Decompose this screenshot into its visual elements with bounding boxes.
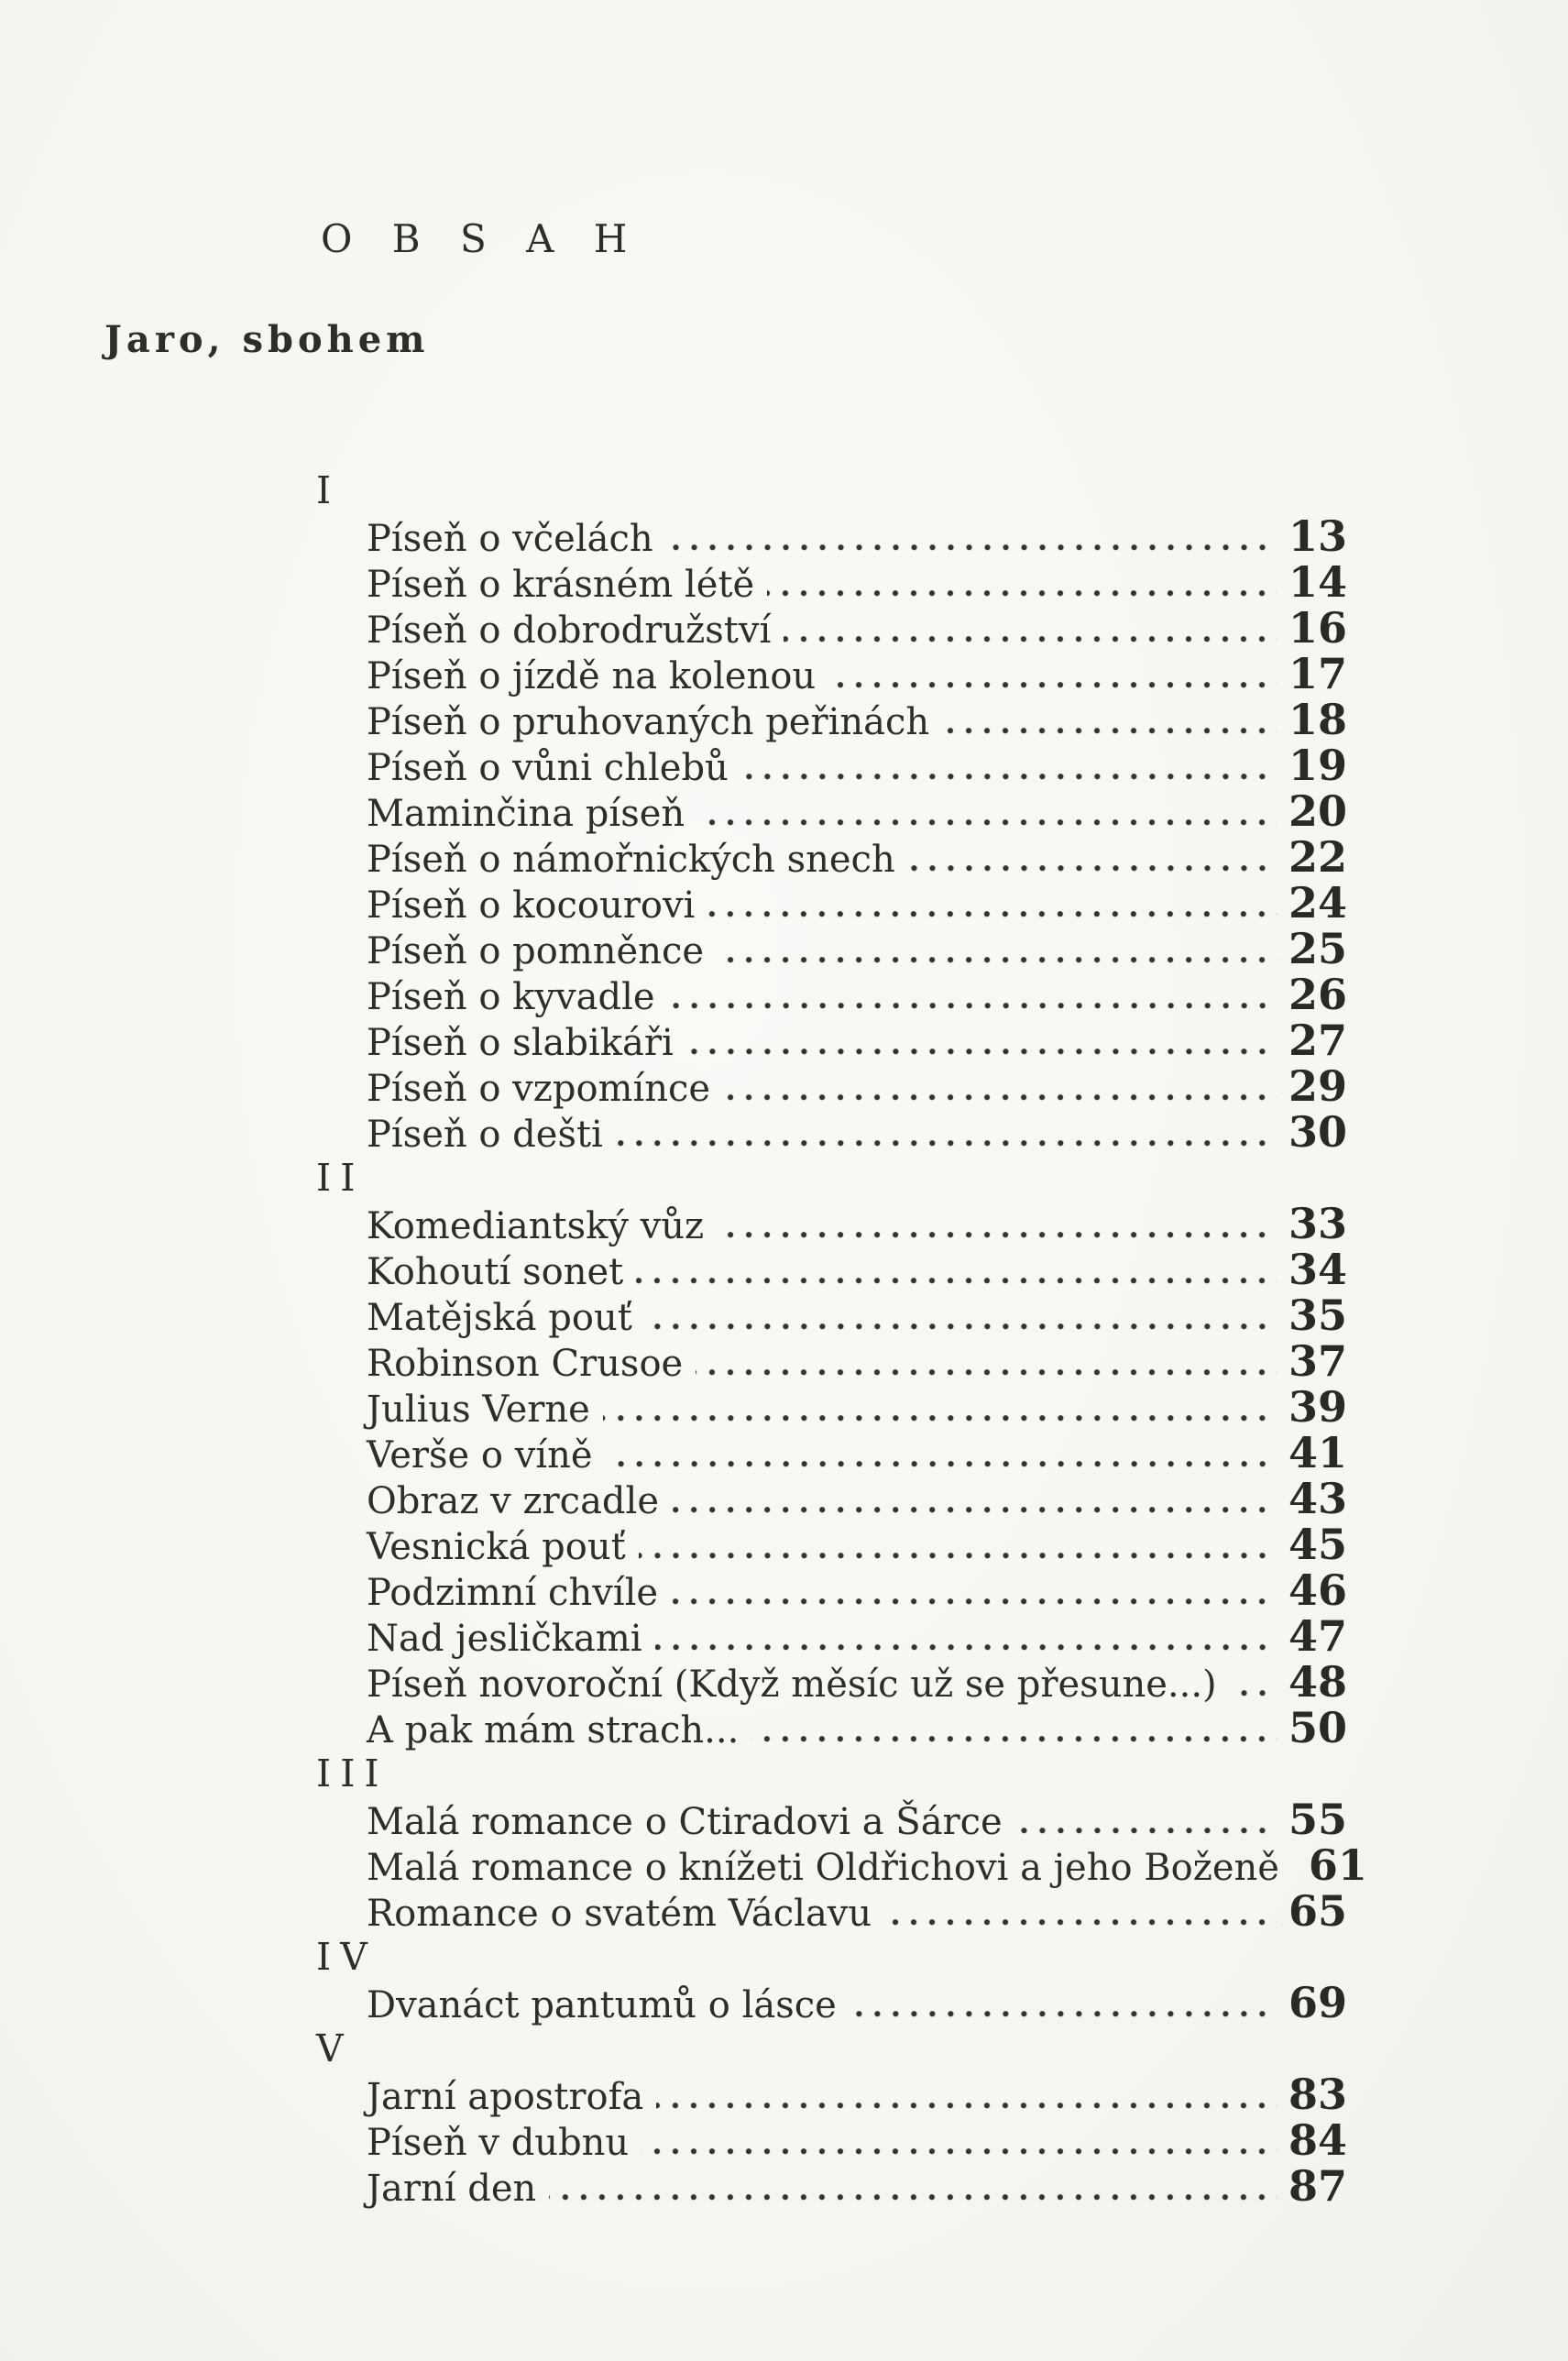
entry-title: Píseň o pruhovaných peřinách (367, 701, 930, 743)
dot-leader (606, 1461, 1277, 1467)
dot-leader (784, 636, 1277, 642)
toc-entry (367, 1705, 1347, 1751)
toc-entry (367, 880, 1347, 926)
dot-leader (767, 590, 1277, 597)
entry-page-number: 61 (1308, 1840, 1367, 1890)
dot-leader (828, 682, 1277, 688)
entry-page-number: 48 (1288, 1657, 1347, 1707)
dot-leader (686, 1049, 1277, 1055)
page-title: O B S A H (321, 216, 641, 261)
dot-leader (696, 1369, 1277, 1376)
section-numeral: I (316, 468, 341, 512)
entry-title: Píseň o dešti (367, 1114, 603, 1156)
dot-leader (655, 1644, 1277, 1651)
toc-entry (367, 1567, 1347, 1613)
dot-leader (616, 1140, 1277, 1147)
entry-page-number: 16 (1288, 603, 1347, 653)
dot-leader (908, 865, 1277, 872)
toc-entry (367, 1338, 1347, 1384)
entry-page-number: 26 (1288, 970, 1347, 1019)
toc-entry (367, 1246, 1347, 1292)
toc-entry (367, 1980, 1347, 2026)
toc-entry (367, 1659, 1347, 1705)
dot-leader (636, 1278, 1277, 1284)
dot-leader (603, 1415, 1277, 1422)
section-numeral: V (316, 2026, 353, 2070)
section-heading: Jaro, sbohem (104, 318, 430, 361)
entry-page-number: 20 (1288, 786, 1347, 836)
toc-entry (367, 1613, 1347, 1659)
toc-entry (367, 2117, 1347, 2163)
entry-page-number: 34 (1288, 1245, 1347, 1294)
entry-title: Podzimní chvíle (367, 1572, 659, 1614)
entry-page-number: 29 (1288, 1061, 1347, 1111)
entry-title: Obraz v zrcadle (367, 1480, 659, 1522)
entry-title: Píseň o slabikáři (367, 1022, 674, 1064)
toc-entry (367, 1201, 1347, 1246)
entry-page-number: 83 (1288, 2070, 1347, 2119)
entry-page-number: 24 (1288, 878, 1347, 928)
toc-entry (367, 1888, 1347, 1934)
toc-entry (367, 1796, 1347, 1842)
entry-title: Jarní den (367, 2168, 537, 2210)
entry-title: A pak mám strach... (367, 1709, 740, 1752)
entry-title: Píseň novoroční (Když měsíc už se přesune...) (367, 1664, 1217, 1706)
entry-title: Dvanáct pantumů o lásce (367, 1984, 837, 2026)
dot-leader (671, 1598, 1277, 1605)
entry-page-number: 27 (1288, 1016, 1347, 1065)
entry-title: Malá romance o Ctiradovi a Šárce (367, 1801, 1003, 1843)
entry-page-number: 46 (1288, 1565, 1347, 1615)
entry-page-number: 65 (1288, 1886, 1347, 1936)
entry-page-number: 47 (1288, 1611, 1347, 1661)
dot-leader (697, 819, 1277, 826)
entry-title: Matějská pouť (367, 1297, 632, 1339)
entry-page-number: 19 (1288, 741, 1347, 790)
entry-title: Maminčina píseň (367, 793, 685, 835)
entry-title: Julius Verne (367, 1389, 590, 1431)
entry-title: Píseň o krásném létě (367, 564, 755, 606)
toc-entry (367, 697, 1347, 742)
entry-title: Jarní apostrofa (367, 2076, 644, 2118)
toc-entry (367, 2071, 1347, 2117)
entry-page-number: 14 (1288, 557, 1347, 607)
entry-title: Nad jesličkami (367, 1618, 642, 1660)
toc-entry (367, 1521, 1347, 1567)
entry-page-number: 69 (1288, 1978, 1347, 2027)
toc-entry (367, 1384, 1347, 1430)
entry-page-number: 41 (1288, 1428, 1347, 1477)
entry-page-number: 30 (1288, 1107, 1347, 1157)
entry-title: Kohoutí sonet (367, 1251, 624, 1293)
entry-title: Píseň o námořnických snech (367, 839, 895, 881)
dot-leader (641, 2148, 1277, 2155)
entry-title: Píseň o včelách (367, 518, 653, 560)
dot-leader (666, 544, 1277, 551)
dot-leader (717, 1232, 1277, 1238)
entry-title: Píseň v dubnu (367, 2122, 630, 2164)
toc-entry (367, 513, 1347, 559)
dot-leader (1230, 1690, 1277, 1697)
entry-title: Píseň o jízdě na kolenou (367, 655, 817, 697)
entry-page-number: 17 (1288, 649, 1347, 698)
dot-leader (717, 957, 1277, 963)
entry-page-number: 55 (1288, 1795, 1347, 1844)
toc-entry (367, 1109, 1347, 1155)
toc (316, 467, 1367, 2211)
entry-page-number: 33 (1288, 1199, 1347, 1248)
toc-entry (367, 972, 1347, 1017)
entry-title: Píseň o vůni chlebů (367, 747, 729, 789)
dot-leader (884, 1919, 1277, 1926)
dot-leader (942, 728, 1277, 734)
entry-page-number: 13 (1288, 511, 1347, 561)
entry-title: Robinson Crusoe (367, 1343, 684, 1385)
dot-leader (1015, 1828, 1277, 1834)
dot-leader (751, 1736, 1277, 1742)
dot-leader (1292, 1873, 1298, 1880)
toc-entry (367, 1476, 1347, 1521)
toc-entry (367, 834, 1347, 880)
entry-title: Píseň o pomněnce (367, 930, 705, 972)
section-numeral: III (316, 1752, 389, 1795)
entry-page-number: 87 (1288, 2161, 1347, 2211)
entry-page-number: 43 (1288, 1474, 1347, 1523)
toc-entry (367, 1017, 1347, 1063)
dot-leader (723, 1094, 1277, 1101)
toc-entry (367, 1430, 1347, 1476)
section-numeral: IV (316, 1935, 377, 1979)
dot-leader (656, 2103, 1277, 2109)
entry-page-number: 37 (1288, 1336, 1347, 1386)
entry-title: Malá romance o knížeti Oldřichovi a jeho Boženě (367, 1847, 1279, 1889)
entry-page-number: 39 (1288, 1382, 1347, 1432)
toc-entry (367, 788, 1347, 834)
toc-entry (367, 926, 1347, 972)
toc-entry (367, 2163, 1347, 2209)
dot-leader (549, 2194, 1277, 2201)
dot-leader (639, 1553, 1277, 1559)
dot-leader (850, 2011, 1277, 2017)
entry-page-number: 35 (1288, 1290, 1347, 1340)
entry-page-number: 18 (1288, 695, 1347, 744)
entry-title: Vesnická pouť (367, 1526, 626, 1568)
toc-entry (367, 742, 1347, 788)
toc-entry (367, 1063, 1347, 1109)
entry-title: Píseň o vzpomínce (367, 1068, 711, 1110)
entry-title: Verše o víně (367, 1434, 593, 1477)
entry-title: Romance o svatém Václavu (367, 1893, 872, 1935)
entry-page-number: 50 (1288, 1703, 1347, 1752)
dot-leader (672, 1507, 1277, 1513)
entry-title: Píseň o kocourovi (367, 884, 696, 927)
entry-page-number: 84 (1288, 2115, 1347, 2165)
entry-title: Píseň o kyvadle (367, 976, 655, 1018)
entry-title: Píseň o dobrodružství (367, 609, 772, 652)
entry-page-number: 22 (1288, 832, 1347, 882)
toc-entry (367, 605, 1347, 651)
section-numeral: II (316, 1156, 365, 1200)
dot-leader (668, 1003, 1277, 1009)
toc-entry (367, 1840, 1367, 1890)
dot-leader (707, 911, 1277, 917)
entry-page-number: 45 (1288, 1520, 1347, 1569)
dot-leader (645, 1323, 1277, 1330)
toc-entry (367, 559, 1347, 605)
dot-leader (741, 774, 1277, 780)
toc-entry (367, 1292, 1347, 1338)
entry-page-number: 25 (1288, 924, 1347, 973)
toc-entry (367, 651, 1347, 697)
entry-title: Komediantský vůz (367, 1205, 705, 1247)
